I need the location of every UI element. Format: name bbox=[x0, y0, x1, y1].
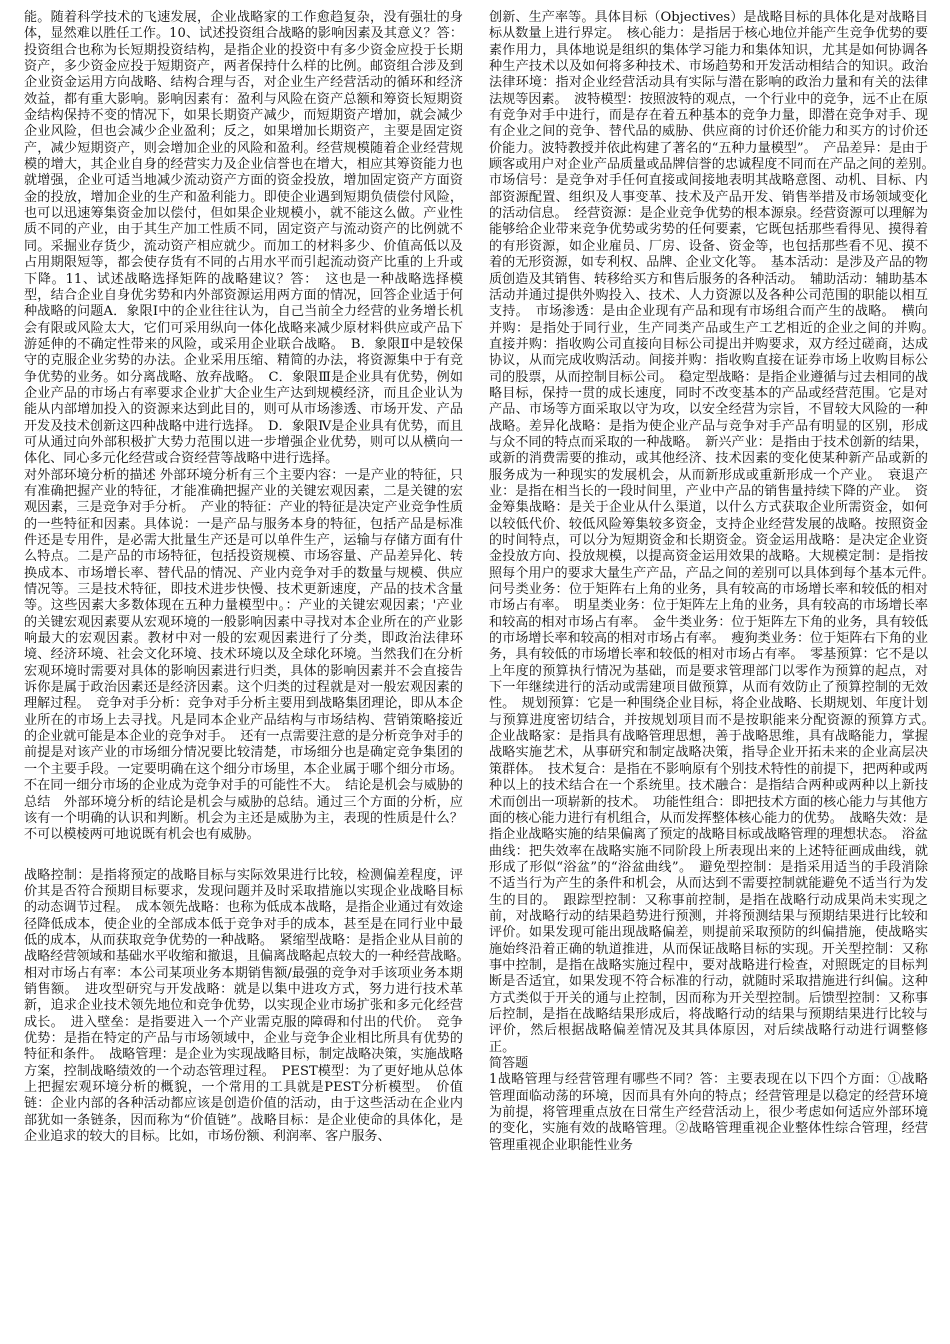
right-text-block-1: 创新、生产率等。具体目标（Objectives）是战略目标的具体化是对战略目标从数量上进行界定。 核心能力：是指居于核心地位并能产生竞争优势的要素作用力，具体地说是组织的集体学习能力和集体知识，尤其是如何协调各种生产技术以及如何将多种技术、市场趋势和开发活动相结合的知识。政治法律环境：指对企业经营活动具有实际与潜在影响的政治力量和有关的法律法规等因素。 波特模型：按照波特的观点，一个行业中的竞争，远不止在原有竞争对手中进行，而是存在着五种基本的竞争力量，即潜在竞争对手、现有企业之间的竞争、替代品的威胁、供应商的讨价还价能力和买方的讨价还价能力。波特教授并依此构建了著名的“五种力量模型”。 产品差异：是由于顾客或用户对企业产品质量或品牌信誉的忠诚程度不同而在产品之间的差别。 市场信号：是竞争对手任何直接或间接地表明其战略意图、动机、目标、内部资源配置、组织及人事变革、技术及产品开发、销售举措及市场领域变化的活动信息。 经营资源：是企业竞争优势的根本源泉。经营资源可以理解为能够给企业带来竞争优势或劣势的任何要素，它既包括那些看得见、摸得着的有形资源，如企业雇员、厂房、设备、资金等，也包括那些看不见、摸不着的无形资源，如专利权、品牌、企业文化等。 基本活动：是涉及产品的物质创造及其销售、转移给买方和售后服务的各种活动。 辅助活动：辅助基本活动并通过提供外购投入、技术、人力资源以及各种公司范围的职能以相互支持。 市场渗透：是由企业现有产品和现有市场组合而产生的战略。 横向并购：是指处于同行业，生产同类产品或生产工艺相近的企业之间的并购。 直接并购：指收购公司直接向目标公司提出并购要求，双方经过磋商，达成协议，从而完成收购活动。间接并购：指收购直接在证券市场上收购目标公司的股票，从而控制目标公司。 稳定型战略：是指企业遵循与过去相同的战略目标，保持一贯的成长速度，同时不改变基本的产品或经营范围。它是对产品、市场等方面采取以守为攻，以安全经营为宗旨，不冒较大风险的一种战略。差异化战略：是指为使企业产品与竞争对手产品有明显的区别，形成与众不同的特点而采取的一种战略。 新兴产业：是指由于技术创新的结果，或新的消费需要的推动，或其他经济、技术因素的变化使某种新产品或新的服务成为一种现实的发展机会，从而新形成或重新形成一个产业。 衰退产业：是指在相当长的一段时间里，产业中产品的销售量持续下降的产业。 资金筹集战略：是关于企业从什么渠道，以什么方式获取企业所需资金，如何以较低代价、较低风险筹集较多资金，支持企业经营发展的战略。按照资金的时间特点，可以分为短期资金和长期资金。资金运用战略：是决定企业资金投放方向、投放规模，以提高资金运用效果的战略。大规模定制：是指按照每个用户的要求大量生产产品，产品之间的差别可以具体到每个基本元件。 问号类业务：位于矩阵右上角的业务，具有较高的市场增长率和较低的相对市场占有率。 明星类业务：位于矩阵左上角的业务，具有较高的市场增长率和较高的相对市场占有率。 金牛类业务：位于矩阵左下角的业务，具有较低的市场增长率和较高的相对市场占有率。 瘦狗类业务：位于矩阵右下角的业务，具有较低的市场增长率和较低的相对市场占有率。 零基预算：它不是以上年度的预算执行情况为基础，而是要求管理部门以零作为预算的起点，对下一年继续进行的活动或需建项目做预算，从而有效防止了预算控制的无效性。 规划预算：它是一种围绕企业目标，将企业战略、长期规划、年度计划与预算进度密切结合，并按规划项目而不是按职能来分配资源的预算方式。 企业战略家：是指具有战略管理思想，善于战略思维，具有战略能力，掌握战略实施艺术，从事研究和制定战略决策，指导企业开拓未来的企业高层决策群体。 技术复合：是指在不影响原有个别技术特性的前提下，把两种或两种以上的技术结合在一个系统里。技术融合：是指结合两种或两种以上新技术而创出一项崭新的技术。 功能性组合：即把技术方面的核心能力与其他方面的核心能力进行有机组合，从而发挥整体核心能力的优势。 战略失效：是指企业战略实施的结果偏离了预定的战略目标或战略管理的理想状态。 浴盆曲线：把失效率在战略实施不同阶段上所表现出来的上述特征画成曲线，就形成了形似“浴盆”的“浴盆曲线”。 避免型控制：是指采用适当的手段消除不适当行为产生的条件和机会，从而达到不需要控制就能避免不适当行为发生的目的。 跟踪型控制：又称事前控制，是指在战略行动成果尚未实现之前，对战略行动的结果趋势进行预测，并将预测结果与预期结果进行比较和评价。如果发现可能出现战略偏差，则提前采取预防的纠偏措施，使战略实施始终沿着正确的轨道推进，从而保证战略目标的实现。开关型控制：又称事中控制，是指在战略实施过程中，要对战略进行检查，对照既定的目标判断是否适宜，如果发现不符合标准的行动，就随时采取措施进行纠偏。这种方式类似于开关的通与止控制，因而称为开关型控制。后馈型控制：又称事后控制，是指在战略结果形成后，将战略行动的结果与预期结果进行比较与评价，然后根据战略偏差情况及其具体原因，对后续战略行动进行调整修正。 bbox=[489, 10, 942, 1055]
section-heading: 简答题 bbox=[489, 1056, 529, 1071]
left-text-block-2: 对外部环境分析的描述 外部环境分析有三个主要内容：一是产业的特征，只有准确把握产业的特征，才能准确把握产业的关键宏观因素，二是关键的宏观因素，三是竞争对手分析。 产业的特征：产业的特征是决定产业竞争性质的一些特征和因素。具体说：一是产品与服务本身的特征，包括产品是标准件还是专用件，是必需大批量生产还是可以单件生产，运输与存储方面有什么特点。二是产品的市场特征，包括投资规模、市场容量、产品差异化、转换成本、市场增长率、替代品的情况、产业内竞争对手的数量与规模、供应情况等。三是技术特征，即技术进步快慢、技术更新速度，产品的技术含量等。这些因素大多数体现在五种力量模型中。：产业的关键宏观因素；'产业的关键宏观因素要从宏观环境的一般影响因素中寻找对本企业所在的产业影响最大的宏观因素。教材中对一般的宏观因素进行了分类，即政治法律环境、经济环境、社会文化环境、技术环境以及全球化环境。当然我们在分析宏观环境时需要对具体的影响因素进行归类，具体的影响因素并不会直接告诉你是属于政治因素还是经济因素。这个归类的过程就是对一般宏观因素的理解过程。 竞争对手分析：竞争对手分析主要用到战略集团理论，即从本企业所在的市场上去寻找。凡是同本企业产品结构与市场结构、营销策略接近的企业就可能是本企业的竞争对手。 还有一点需要注意的是分析竞争对手的前提是对该产业的市场细分情况要比较清楚，市场细分也是确定竞争集团的一个主要手段。一定要明确在这个细分市场里，本企业属于哪个细分市场。不在同一细分市场的企业成为竞争对手的可能性不大。 结论是机会与威胁的总结 外部环境分析的结论是机会与威胁的总结。通过三个方面的分析，应该有一个明确的认识和判断。机会为主还是威胁为主，表现的性质是什么？不可以模棱两可地说既有机会也有威胁。 bbox=[24, 467, 463, 843]
right-column bbox=[489, 10, 942, 1344]
left-text-block-1: 能。随着科学技术的飞速发展，企业战略家的工作愈趋复杂，没有强壮的身体，显然难以胜任工作。10、试述投资组合战略的影响因素及其意义？答：投资组合也称为长短期投资结构，是指企业的投资中有多少资金应投于长期资产，多少资金应投于短期资产，两者保持什么样的比例。邮资组合涉及到企业资金运用方向战略、结构合理与否，对企业生产经营活动的循环和经济效益，都有重大影响。影响因素有：盈利与风险在资产总额和筹资长短期资金结构保持不变的情况下，如果长期资产减少，而短期资产增加，就会减少企业风险，但也会减少企业盈利；反之，如果增加长期资产，主要是固定资产，减少短期资产，则会增加企业的风险和盈利。经营规模随着企业经营规模的增大，其企业自身的经营实力及企业信誉也在增大，相应其筹资能力也就增强，企业可适当地减少流动资产方面的资金投放，增加固定资产方面资金的投放，增加企业的生产和盈利能力。即使企业遇到短期负债偿付风险，也可以迅速筹集资金加以偿付，但如果企业规模小，就不能这么做。产业性质不同的产业，由于其生产加工性质不同，固定资产与流动资产的比例就不同。采掘业存货少，流动资产相应就少。而加工的材料多少、价值高低以及占用期限短等，都会使存货有不同的占用水平而引起流动资产比重的上升或下降。11、试述战略选择矩阵的战略建议？答： 这也是一种战略选择模型，结合企业自身优劣势和内外部资源运用两方面的情况，回答企业适于何种战略的问题A．象限Ⅰ中的企业往往认为，自己当前全力经营的业务增长机会有限或风险太大，它们可采用纵向一体化战略来减少原材料供应或产品下游延伸的不确定性带来的风险，或采用企业联合战略。 B．象限Ⅱ中是较保守的克服企业劣势的办法。企业采用压缩、精简的办法，将资源集中于有竞争优势的业务。如分离战略、放弃战略。 C．象限Ⅲ是企业具有优势，例如企业产品的市场占有率要求企业扩大企业生产达到规模经济，而且企业认为能从内部增加投入的资源来达到此目的，则可从市场渗透、市场开发、产品开发及技术创新这四种战略中进行选择。 D．象限Ⅳ是企业具有优势，而且可从通过向外部积极扩大势力范围以进一步增强企业优势，则可以从横向一体化、同心多元化经营或合资经营等战略中进行选择。 bbox=[24, 10, 463, 467]
left-text-block-3: 战略控制：是指将预定的战略目标与实际效果进行比较，检测偏差程度，评价其是否符合预期目标要求，发现问题并及时采取措施以实现企业战略目标的动态调节过程。 成本领先战略：也称为低成本战略，是指企业通过有效途径降低成本，使企业的全部成本低于竞争对手的成本，甚至是在同行业中最低的成本，从而获取竞争优势的一种战略。 紧缩型战略：是指企业从目前的战略经营领域和基础水平收缩和撤退，且偏离战略起点较大的一种经营战略。 相对市场占有率：本公司某项业务本期销售额/最强的竞争对手该项业务本期销售额。 进攻型研究与开发战略：就是以集中进攻方式，努力进行技术革新，追求企业技术领先地位和竞争优势，以实现企业市场扩张和多元化经营成长。 进入壁垒：是指要进入一个产业需克服的障碍和付出的代价。 竞争优势：是指在特定的产品与市场领域中，企业与竞争企业相比所具有优势的特征和条件。 战略管理：是企业为实现战略目标，制定战略决策，实施战略方案，控制战略绩效的一个动态管理过程。 PEST模型：为了更好地从总体上把握宏观环境分析的概貌，一个常用的工具就是PEST分析模型。 价值链：企业内部的各种活动都应该是创造价值的活动，由于这些活动在企业内部犹如一条链条，因而称为“价值链”。战略目标：是企业使命的具体化，是企业追求的较大的目标。比如，市场份额、利润率、客户服务、 bbox=[24, 867, 477, 1145]
blank-gap bbox=[24, 844, 463, 868]
left-column bbox=[24, 10, 477, 1344]
right-text-block-2: 1战略管理与经营管理有哪些不同？答：主要表现在以下四个方面：①战略管理面临动荡的环境，因而具有外向的特点；经营管理是以稳定的经营环境为前提，将管理重点放在日常生产经营活动上，很少考虑如何适应外部环境的变化，实施有效的战略管理。②战略管理重视企业整体性综合管理，经营管理重视企业职能性业务 bbox=[489, 1072, 928, 1153]
